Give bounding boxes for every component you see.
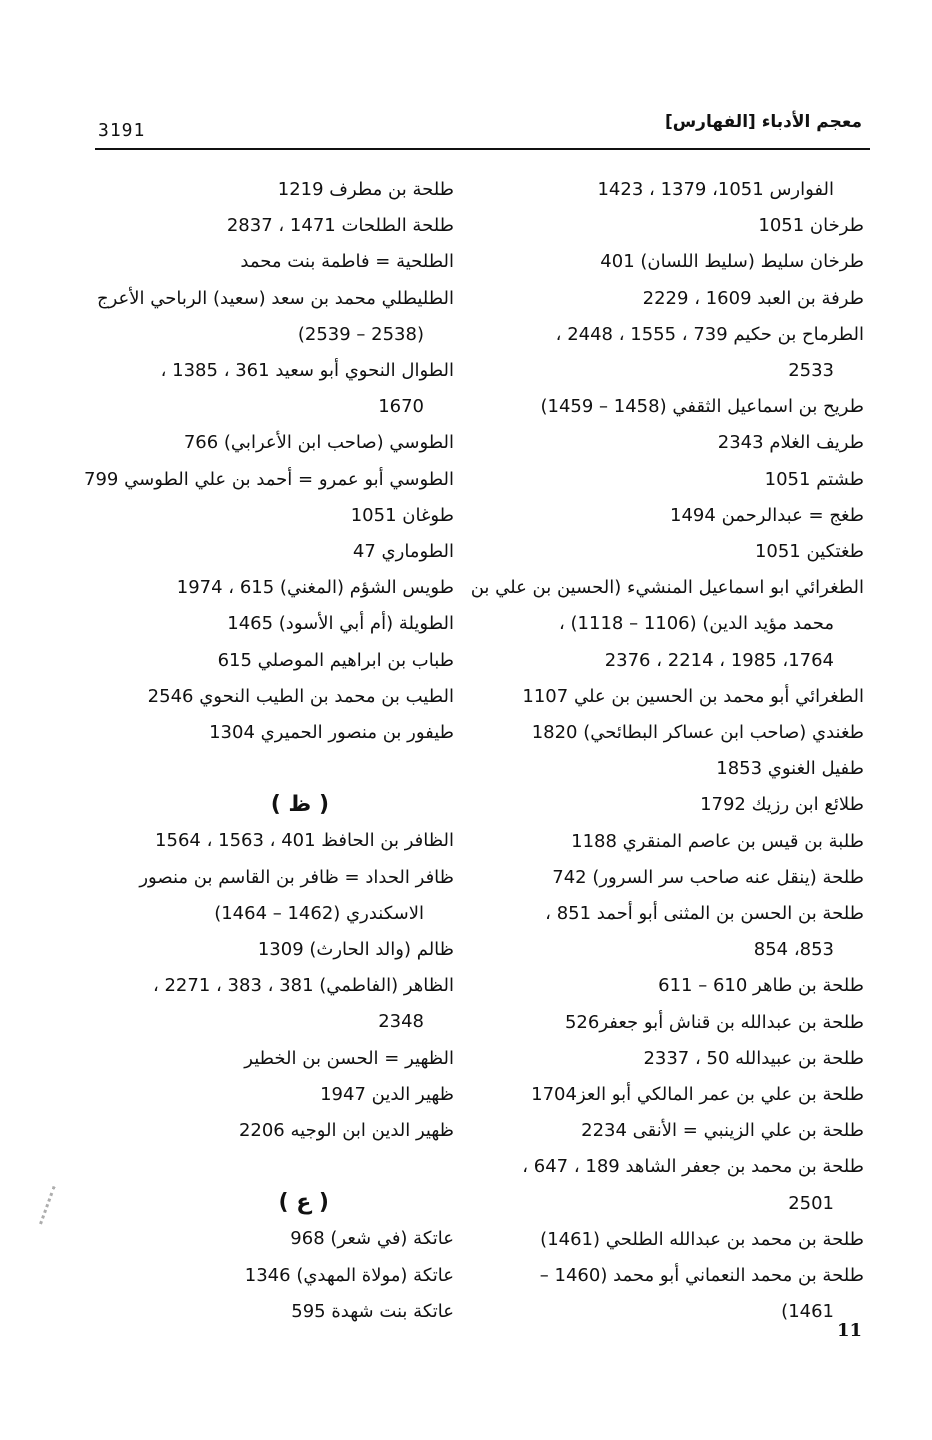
index-entry: طريح بن اسماعيل الثقفي (1458 – 1459) bbox=[540, 396, 864, 418]
index-entry: عاتكة (مولاة المهدي) 1346 bbox=[244, 1264, 454, 1286]
index-entry: طلحة بن علي الزينبي = الأنقى 2234 bbox=[581, 1120, 864, 1142]
index-entry: طلحة (ينقل عنه صاحب سر السرور) 742 bbox=[552, 866, 864, 888]
index-entry: الظافر بن الحافظ 401 ، 1563 ، 1564 bbox=[155, 830, 454, 852]
index-entry: طرفة بن العبد 1609 ، 2229 bbox=[642, 287, 864, 309]
index-entry: طرخان 1051 bbox=[758, 215, 864, 237]
index-entry: الطوماري 47 bbox=[352, 541, 454, 563]
index-entry: 2533 bbox=[788, 360, 834, 382]
index-entry: (2538 – 2539) bbox=[297, 323, 424, 345]
index-entry: الاسكندري (1462 – 1464) bbox=[214, 902, 424, 924]
index-column-right bbox=[470, 172, 864, 1331]
index-entry: الطوسي (صاحب ابن الأعرابي) 766 bbox=[183, 432, 454, 454]
index-entry: الظاهر (الفاطمي) 381 ، 383 ، 2271 ، bbox=[152, 975, 454, 997]
index-entry: طويس الشؤم (المغني) 615 ، 1974 bbox=[176, 577, 454, 599]
index-entry: الطويلة (أم أبي الأسود) 1465 bbox=[227, 613, 454, 635]
index-entry: طرخان سليط (سليط اللسان) 401 bbox=[600, 251, 864, 273]
index-entry: طغندي (صاحب ابن عساكر البطائحي) 1820 bbox=[531, 722, 864, 744]
index-entry: عاتكة (في شعر) 968 bbox=[290, 1228, 454, 1250]
index-entry: الطغرائي ابو اسماعيل المنشيء (الحسين بن علي بن bbox=[470, 577, 864, 599]
index-entry: طباب بن ابراهيم الموصلي 615 bbox=[217, 649, 454, 671]
index-entry: ظهير الدين 1947 bbox=[320, 1083, 454, 1105]
index-entry: طوغان 1051 bbox=[350, 504, 454, 526]
index-entry: ظالم (والد الحارث) 1309 bbox=[257, 939, 454, 961]
index-entry: طلحة بن طاهر 610 – 611 bbox=[658, 975, 864, 997]
section-letter-heading: ( ع ) bbox=[278, 1190, 329, 1216]
index-entry: طلحة بن علي بن عمر المالكي أبو العز1704 bbox=[531, 1084, 864, 1106]
index-entry: طريف الغلام 2343 bbox=[717, 432, 864, 454]
index-entry: الطوال النحوي أبو سعيد 361 ، 1385 ، bbox=[160, 360, 454, 382]
running-header-title: معجم الأدباء [الفهارس] bbox=[664, 112, 862, 132]
index-entry: ظافر الحداد = ظافر بن القاسم بن منصور bbox=[139, 866, 454, 888]
index-entry: 2348 bbox=[378, 1011, 424, 1033]
index-entry: 2501 bbox=[788, 1192, 834, 1214]
index-entry: طغتكين 1051 bbox=[754, 541, 864, 563]
index-entry: الطغرائي أبو محمد بن الحسين بن علي 1107 bbox=[522, 685, 864, 707]
index-entry: 1461) bbox=[781, 1301, 834, 1323]
folio-number: 11 bbox=[836, 1320, 862, 1341]
index-entry: طلحة بن مطرف 1219 bbox=[277, 179, 454, 200]
index-column-left bbox=[84, 172, 454, 1330]
index-entry: طفيل الغنوي 1853 bbox=[716, 758, 864, 780]
index-entry: الطرماح بن حكيم 739 ، 1555 ، 2448 ، bbox=[555, 323, 864, 345]
index-entry: طلحة بن عبيدالله 50 ، 2337 bbox=[643, 1047, 864, 1069]
index-entry: طلحة الطلحات 1471 ، 2837 bbox=[226, 215, 454, 237]
index-entry: الطوسي أبو عمرو = أحمد بن علي الطوسي 799 bbox=[84, 468, 454, 490]
header-rule bbox=[95, 148, 870, 150]
index-entry: الفوارس 1051، 1379 ، 1423 bbox=[597, 179, 834, 200]
index-entry: طلحة بن محمد النعماني أبو محمد (1460 – bbox=[539, 1265, 864, 1287]
section-gap bbox=[84, 1149, 454, 1185]
index-entry: الطيب بن محمد بن الطيب النحوي 2546 bbox=[147, 685, 454, 707]
index-entry: محمد مؤيد الدين) (1106 – 1118) ، bbox=[558, 613, 834, 635]
index-entry: طلحة بن عبدالله بن قناش أبو جعفر526 bbox=[564, 1011, 864, 1033]
index-entry: طلائع ابن رزيك 1792 bbox=[700, 794, 864, 816]
index-entry: عاتكة بنت شهدة 595 bbox=[291, 1300, 454, 1322]
index-entry: الطليطلي محمد بن سعد (سعيد) الرباحي الأعرج bbox=[96, 287, 454, 309]
scan-smudge bbox=[39, 1186, 82, 1234]
index-entry: 1670 bbox=[378, 396, 424, 418]
section-letter-heading: ( ظ ) bbox=[270, 792, 329, 818]
index-entry: طلحة بن الحسن بن المثنى أبو أحمد 851 ، bbox=[545, 903, 864, 925]
index-entry: الطلحية = فاطمة بنت محمد bbox=[240, 251, 454, 273]
index-entry: طيفور بن منصور الحميري 1304 bbox=[209, 722, 454, 744]
section-gap bbox=[84, 751, 454, 787]
index-entry: الظهير = الحسن بن الخطير bbox=[244, 1047, 454, 1069]
index-entry: 1764، 1985 ، 2214 ، 2376 bbox=[604, 649, 834, 671]
index-entry: طلحة بن محمد بن جعفر الشاهد 189 ، 647 ، bbox=[522, 1156, 864, 1178]
page-number: 3191 bbox=[98, 120, 146, 141]
index-entry: طشتم 1051 bbox=[764, 468, 864, 490]
index-entry: طغج = عبدالرحمن 1494 bbox=[670, 504, 864, 526]
index-entry: طلبة بن قيس بن عاصم المنقري 1188 bbox=[571, 830, 864, 852]
index-entry: طلحة بن محمد بن عبدالله الطلحي (1461) bbox=[540, 1228, 864, 1250]
index-entry: 853، 854 bbox=[753, 939, 834, 961]
index-entry: ظهير الدين ابن الوجيه 2206 bbox=[238, 1120, 454, 1142]
